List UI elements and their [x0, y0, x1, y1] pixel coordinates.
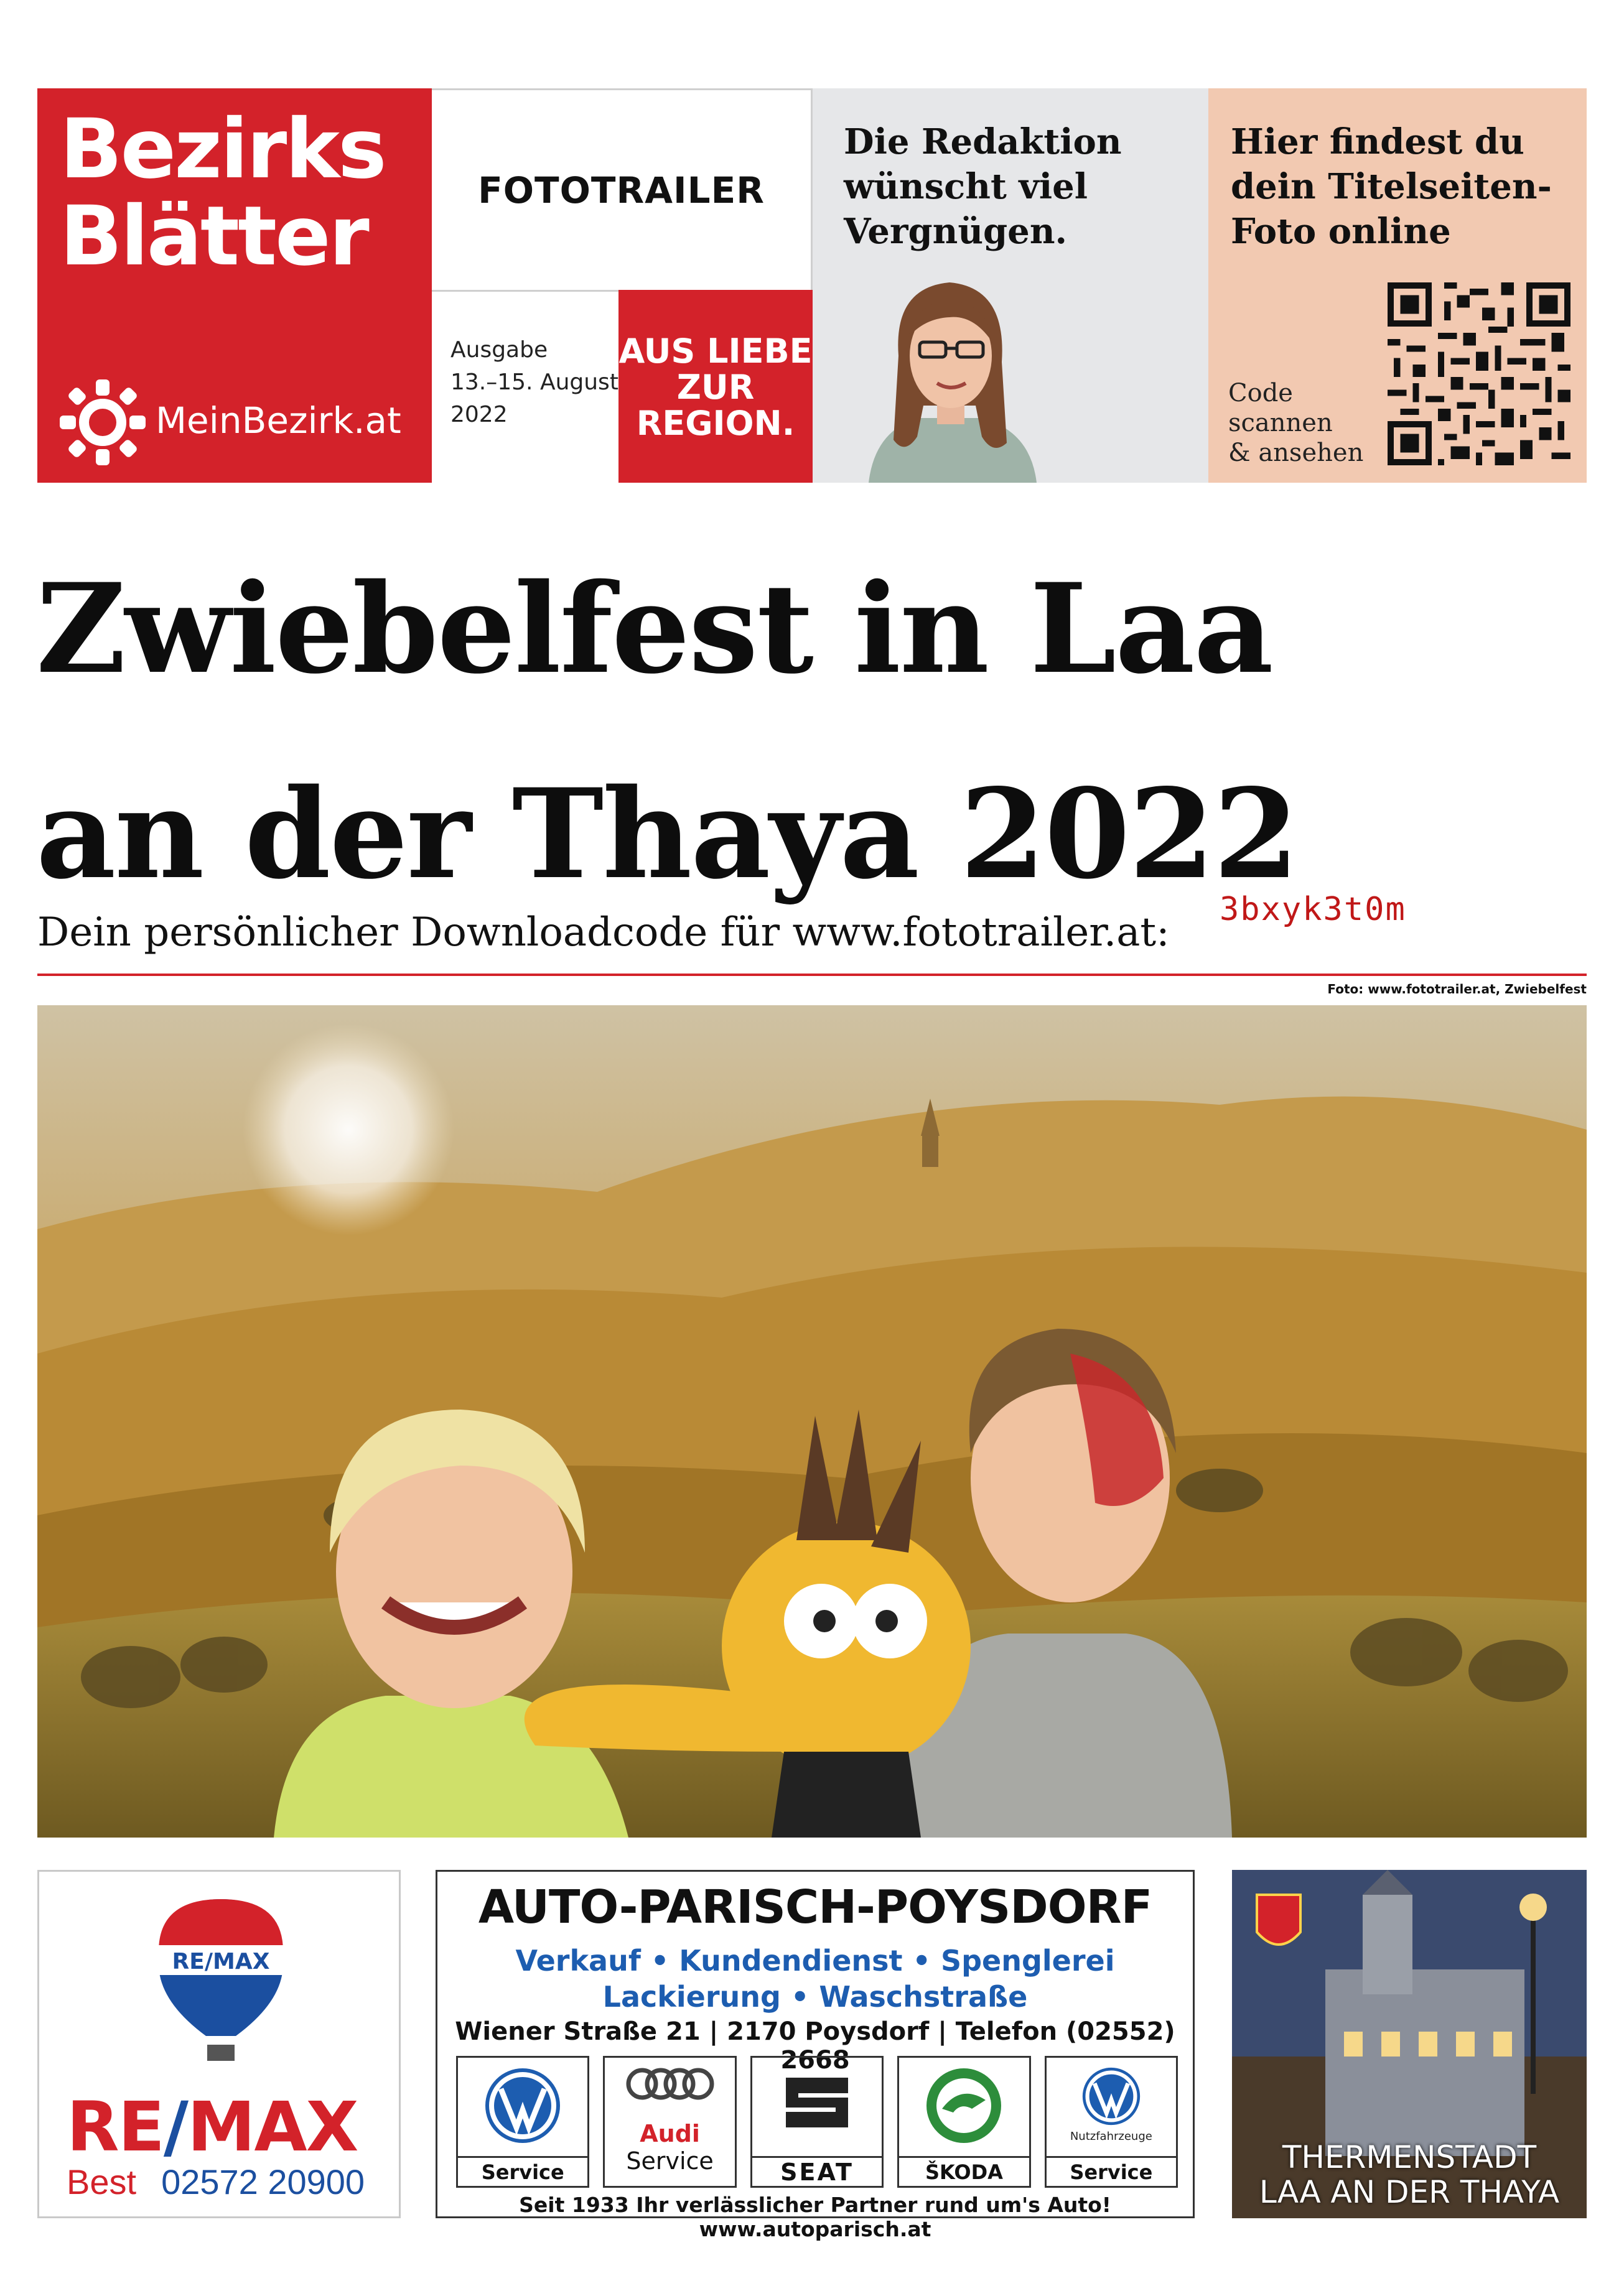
brand-audi: Audi Service — [603, 2056, 736, 2188]
remax-contact: Best 02572 20900 — [67, 2162, 365, 2201]
page-title: Zwiebelfest in Laa an der Thaya 2022 — [36, 556, 1298, 906]
skoda-logo-icon — [923, 2065, 1004, 2146]
brand-block — [37, 88, 432, 483]
auto-services: Verkauf • Kundendienst • Spenglerei Lackierung • Waschstraße — [515, 1944, 1115, 2014]
brand-site-link[interactable]: MeinBezirk.at — [156, 399, 401, 442]
vw-logo-icon — [482, 2065, 563, 2146]
balloon-text: RE/MAX — [172, 1949, 270, 1974]
auto-address: Wiener Straße 21 | 2170 Poysdorf | Telefon (02552) 2668 — [455, 2017, 1175, 2075]
download-code[interactable]: 3bxyk3t0m — [1220, 891, 1406, 928]
town-label: THERMENSTADT LAA AN DER THAYA — [1259, 2139, 1560, 2210]
audi-rings-icon — [623, 2065, 717, 2103]
editor-portrait — [844, 250, 1055, 483]
qr-code-icon[interactable] — [1388, 282, 1570, 465]
sun-logo-icon — [56, 376, 149, 469]
brand-vw: Service — [456, 2056, 589, 2188]
remax-phone[interactable]: 02572 20900 — [161, 2162, 365, 2201]
auto-parisch-ad[interactable] — [436, 1870, 1195, 2241]
brand-vw-nutzfahrzeuge: Nutzfahrzeuge Service — [1045, 2056, 1178, 2188]
issue-info — [432, 290, 618, 483]
issue-dates: 13.–15. August — [450, 369, 618, 395]
brand-row — [456, 2056, 1178, 2188]
remax-ad[interactable] — [37, 1870, 401, 2218]
section-label: FOTOTRAILER — [432, 88, 813, 290]
download-label: Dein persönlicher Downloadcode für www.fototrailer.at: — [37, 909, 1170, 955]
editor-greeting-text: Die Redaktion wünscht viel Vergnügen. — [844, 121, 1122, 252]
cover-photo[interactable] — [37, 1005, 1587, 1838]
remax-wordmark: RE/MAX — [67, 2087, 358, 2167]
issue-year: 2022 — [450, 402, 508, 427]
online-block — [1208, 88, 1587, 483]
slogan-block: AUS LIEBE ZUR REGION. — [618, 290, 813, 483]
photo-credit: Foto: www.fototrailer.at, Zwiebelfest — [1327, 982, 1587, 997]
laa-thaya-ad[interactable] — [1232, 1870, 1587, 2218]
vw-logo-icon — [1080, 2065, 1142, 2127]
online-title: Hier findest du dein Titelseiten- Foto online — [1231, 121, 1552, 252]
auto-title: AUTO-PARISCH-POYSDORF — [478, 1880, 1152, 1934]
auto-footer: Seit 1933 Ihr verlässlicher Partner rund um's Auto! www.autoparisch.at — [519, 2193, 1111, 2241]
qr-instruction: Code scannen & ansehen — [1228, 379, 1364, 467]
seat-logo-icon — [780, 2065, 854, 2140]
divider — [37, 974, 1587, 976]
editor-greeting — [813, 88, 1208, 483]
brand-logo-text: Bezirks Blätter — [60, 101, 385, 284]
brand-skoda: ŠKODA — [897, 2056, 1030, 2188]
balloon-logo — [155, 1895, 287, 2063]
issue-label: Ausgabe — [450, 337, 548, 363]
brand-seat: SEAT — [750, 2056, 884, 2188]
